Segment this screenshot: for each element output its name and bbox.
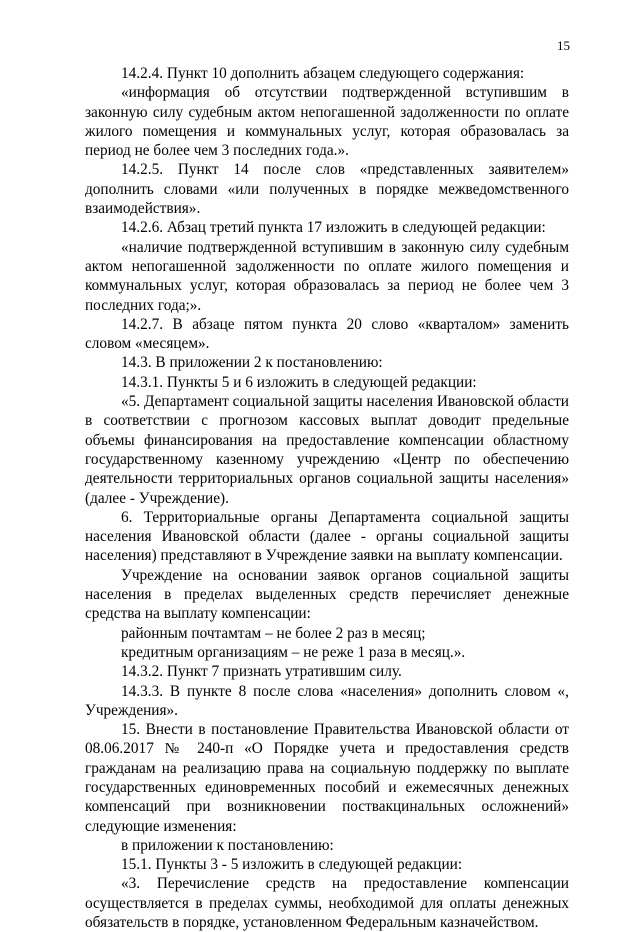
paragraph: «информация об отсутствии подтвержденной вступившим в законную силу судебным актом непогашенной задолженности по оплате жилого помещения и коммунальных услуг, которая образовалась за период не более чем 3 последних года.». [85,84,569,160]
paragraph: «наличие подтвержденной вступившим в законную силу судебным актом непогашенной задолженности по оплате жилого помещения и коммунальных услуг, которая образовалась за период не более чем 3 последних года;». [85,238,569,314]
paragraph: 14.2.4. Пункт 10 дополнить абзацем следующего содержания: [121,65,525,82]
paragraph: 14.3. В приложении 2 к постановлению: [121,354,383,372]
document-body [85,64,569,932]
paragraph: районным почтамтам – не более 2 раз в месяц; [121,624,426,642]
paragraph: в приложении к постановлению: [121,836,334,854]
paragraph: 14.3.2. Пункт 7 признать утратившим силу. [121,663,402,681]
paragraph: 15.1. Пункты 3 - 5 изложить в следующей редакции: [121,856,463,874]
paragraph: кредитным организациям – не реже 1 раза в месяц.». [121,643,466,661]
paragraph: 14.2.5. Пункт 14 после слов «представленных заявителем» дополнить словами «или полученных в порядке межведомственного взаимодействия». [85,161,569,218]
paragraph: «5. Департамент социальной защиты населения Ивановской области в соответствии с прогнозом кассовых выплат доводит предельные объемы финансирования на предоставление компенсации областному государственному казенному учреждению «Центр по обеспечению деятельности территориальных органов социальной защиты населения» (далее - Учреждение). [85,393,569,507]
paragraph: 14.2.7. В абзаце пятом пункта 20 слово «кварталом» заменить словом «месяцем». [85,315,569,353]
paragraph: 14.3.3. В пункте 8 после слова «населения» дополнить словом «, Учреждения». [85,682,569,719]
paragraph: Учреждение на основании заявок органов социальной защиты населения в пределах выделенных средств перечисляет денежные средства на выплату компенсации: [85,566,569,623]
paragraph: 14.3.1. Пункты 5 и 6 изложить в следующей редакции: [121,373,477,391]
paragraph: 14.2.6. Абзац третий пункта 17 изложить в следующей редакции: [121,219,546,237]
paragraph: 15. Внести в постановление Правительства Ивановской области от 08.06.2017 № 240-п «О Порядке учета и предоставления средств гражданам на реализацию права на социальную поддержку по выплате государственных единовременных пособий и ежемесячных денежных компенсаций при возникновении поствакцинальных осложнений» следующие изменения: [85,721,569,835]
paragraph: 6. Территориальные органы Департамента социальной защиты населения Ивановской области (далее - органы социальной защиты населения) представляют в Учреждение заявки на выплату компенсации. [85,508,569,565]
paragraph: «3. Перечисление средств на предоставление компенсации осуществляется в пределах суммы, необходимой для оплаты денежных обязательств в порядке, установленном Федеральным казначейством. [85,875,569,932]
page-number: 15 [557,38,570,53]
